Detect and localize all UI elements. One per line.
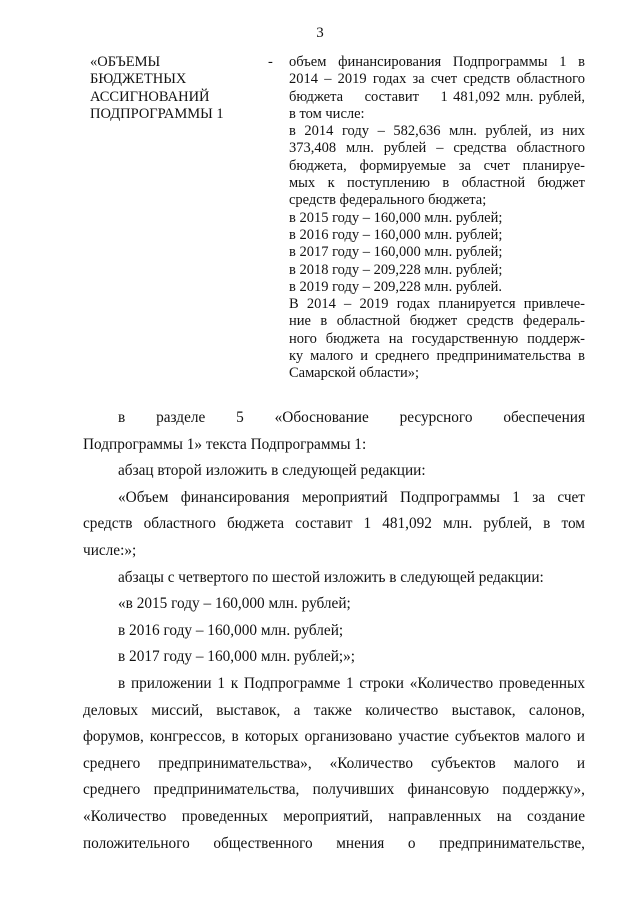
section-title-line: БЮДЖЕТНЫХ <box>90 71 187 88</box>
section-title <box>90 54 260 123</box>
funding-line: 373,408 млн. рублей – средства областного <box>289 140 585 157</box>
paragraph-line: в 2016 году – 160,000 млн. рублей; <box>118 621 344 639</box>
paragraph-line: среднего предпринимательства», «Количество субъектов малого и <box>83 754 585 772</box>
funding-year-line: в 2019 году – 209,228 млн. рублей. <box>289 278 503 295</box>
section-title-line: ПОДПРОГРАММЫ 1 <box>90 105 224 122</box>
section-title-line: АССИГНОВАНИЙ <box>90 88 210 105</box>
funding-line: в 2014 году – 582,636 млн. рублей, из них <box>289 123 585 140</box>
paragraph-line: форумов, конгрессов, в которых организовано участие субъектов малого и <box>83 728 585 746</box>
paragraph-line: абзац второй изложить в следующей редакции: <box>118 462 426 480</box>
funding-line: ние в областной бюджет средств федераль- <box>289 313 585 330</box>
paragraph-line: в разделе 5 «Обоснование ресурсного обеспечения <box>118 409 585 426</box>
funding-line: ку малого и среднего предпринимательства в <box>289 348 585 365</box>
funding-line: ного бюджета на государственную поддерж- <box>289 330 585 347</box>
funding-details <box>289 54 585 383</box>
funding-line: бюджета, формируемые за счет планируе- <box>289 157 585 174</box>
paragraph-line: Подпрограммы 1» текста Подпрограммы 1: <box>83 435 367 453</box>
paragraph-line: числе:»; <box>83 541 137 559</box>
funding-line: в том числе: <box>289 105 365 122</box>
paragraph-line: абзацы с четвертого по шестой изложить в следующей редакции: <box>118 568 544 586</box>
section-title-line: «ОБЪЕМЫ <box>90 54 161 70</box>
funding-year-line: в 2015 году – 160,000 млн. рублей; <box>289 209 503 226</box>
funding-line: мых к поступлению в областной бюджет <box>289 175 585 192</box>
funding-year-line: в 2016 году – 160,000 млн. рублей; <box>289 226 503 243</box>
funding-line: 2014 – 2019 годах за счет средств областного <box>289 71 585 88</box>
paragraph-line: в приложении 1 к Подпрограмме 1 строки «Количество проведенных <box>118 674 585 692</box>
paragraph-line: деловых миссий, выставок, а также количество выставок, салонов, <box>83 701 585 719</box>
paragraph-line: «Количество проведенных мероприятий, направленных на создание <box>83 807 585 825</box>
amendment-text <box>83 405 585 857</box>
paragraph-line: «в 2015 году – 160,000 млн. рублей; <box>118 595 351 613</box>
paragraph-line: «Объем финансирования мероприятий Подпрограммы 1 за счет <box>118 488 585 506</box>
page-number: 3 <box>316 25 324 41</box>
funding-line: бюджета составит 1 481,092 млн. рублей, <box>289 88 585 105</box>
funding-line: средств федерального бюджета; <box>289 192 487 209</box>
paragraph-line: среднего предпринимательства, получивших финансовую поддержку», <box>83 781 585 799</box>
list-dash: - <box>268 54 273 70</box>
funding-year-line: в 2018 году – 209,228 млн. рублей; <box>289 261 503 278</box>
paragraph-line: средств областного бюджета составит 1 481,092 млн. рублей, в том <box>83 515 585 533</box>
funding-line: В 2014 – 2019 годах планируется привлече- <box>289 296 585 313</box>
funding-line: объем финансирования Подпрограммы 1 в <box>289 54 585 70</box>
funding-year-line: в 2017 году – 160,000 млн. рублей; <box>289 244 503 261</box>
paragraph-line: положительного общественного мнения о предпринимательстве, <box>83 834 585 852</box>
funding-line: Самарской области»; <box>289 365 419 382</box>
paragraph-line: в 2017 году – 160,000 млн. рублей;»; <box>118 648 356 666</box>
